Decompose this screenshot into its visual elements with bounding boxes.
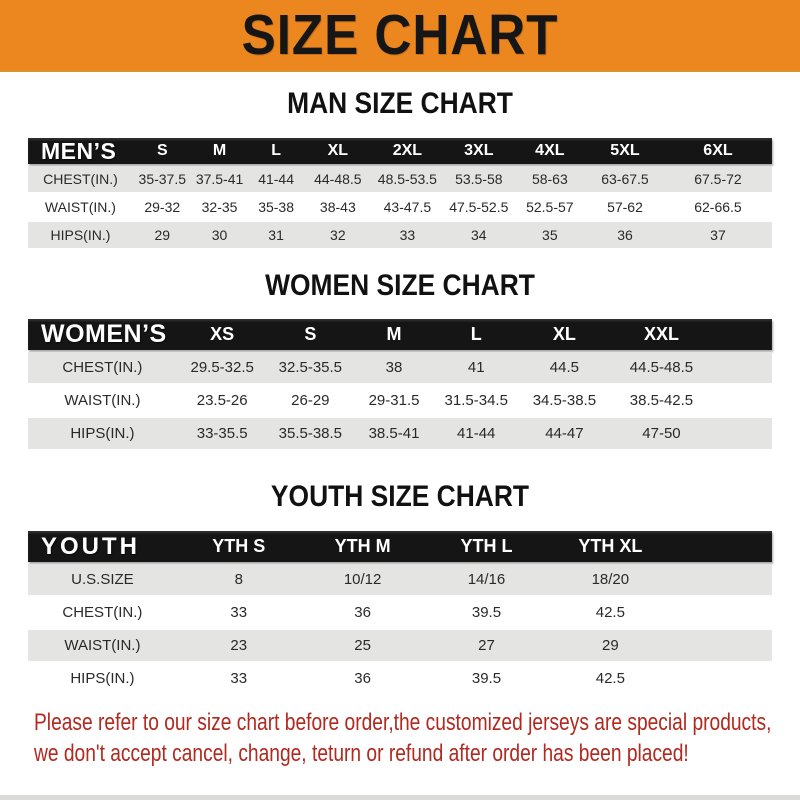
column-header-yth-l: YTH L xyxy=(460,536,513,556)
table-cell: 34.5-38.5 xyxy=(532,392,597,409)
footer-line-2: we don't accept cancel, change, teturn or refund after order has been placed! xyxy=(34,740,689,767)
table-corner-label: MEN’S xyxy=(41,137,117,164)
table-cell: 36 xyxy=(354,670,371,687)
column-header-5xl: 5XL xyxy=(610,142,640,159)
table-cell: 27 xyxy=(478,637,495,654)
table-cell: 23 xyxy=(230,637,248,654)
table-cell: 58-63 xyxy=(531,171,568,187)
column-header-yth-m: YTH M xyxy=(334,536,391,556)
table-row-chest-in xyxy=(28,352,772,383)
table-row-hips-in xyxy=(28,418,772,449)
women-size-table xyxy=(28,319,772,449)
table-cell: 41-44 xyxy=(258,171,294,187)
table-cell: 43-47.5 xyxy=(383,199,432,215)
table-cell: 25 xyxy=(354,637,371,654)
section-title-man: MAN SIZE CHART xyxy=(287,87,513,120)
column-header-yth-xl: YTH XL xyxy=(578,536,643,556)
footer-line-1: Please refer to our size chart before order,the customized jerseys are special products, xyxy=(34,709,772,736)
row-label: CHEST(IN.) xyxy=(62,359,143,376)
table-cell: 52.5-57 xyxy=(526,199,574,215)
table-cell: 35 xyxy=(542,227,558,243)
table-cell: 53.5-58 xyxy=(455,171,503,187)
column-header-xl: XL xyxy=(327,142,349,159)
table-cell: 41-44 xyxy=(457,425,496,442)
table-cell: 31 xyxy=(268,227,284,243)
table-cell: 38.5-42.5 xyxy=(629,392,694,409)
section-title-youth: YOUTH SIZE CHART xyxy=(270,480,530,513)
row-label: U.S.SIZE xyxy=(71,571,134,588)
youth-header-row xyxy=(28,531,772,562)
table-cell: 39.5 xyxy=(471,670,502,687)
table-cell: 29-31.5 xyxy=(368,392,420,409)
table-cell: 32.5-35.5 xyxy=(278,359,343,376)
table-cell: 18/20 xyxy=(591,571,630,588)
footer-note xyxy=(34,707,800,769)
table-cell: 35.5-38.5 xyxy=(278,425,343,442)
table-row-chest-in xyxy=(28,166,772,192)
row-label: HIPS(IN.) xyxy=(70,670,135,687)
table-row-waist-in xyxy=(28,630,772,661)
table-cell: 62-66.5 xyxy=(694,199,742,215)
row-label: CHEST(IN.) xyxy=(62,604,143,621)
row-label: WAIST(IN.) xyxy=(64,392,141,409)
column-header-s: S xyxy=(304,324,317,344)
table-cell: 31.5-34.5 xyxy=(444,392,508,409)
table-cell: 37 xyxy=(710,227,726,243)
table-cell: 8 xyxy=(234,571,243,588)
column-header-l: L xyxy=(470,324,482,344)
table-cell: 57-62 xyxy=(607,199,643,215)
row-label: HIPS(IN.) xyxy=(50,227,111,243)
row-label: WAIST(IN.) xyxy=(64,637,141,654)
table-cell: 44-48.5 xyxy=(314,171,362,187)
banner xyxy=(0,0,800,72)
table-cell: 23.5-26 xyxy=(196,392,248,409)
table-row-hips-in xyxy=(28,222,772,248)
column-header-s: S xyxy=(156,142,168,159)
table-cell: 33 xyxy=(230,670,248,687)
table-cell: 33-35.5 xyxy=(196,425,248,442)
table-cell: 67.5-72 xyxy=(694,171,742,187)
table-cell: 30 xyxy=(211,227,228,243)
table-cell: 38.5-41 xyxy=(368,425,420,442)
table-cell: 33 xyxy=(399,227,416,243)
table-cell: 42.5 xyxy=(595,670,625,687)
row-label: WAIST(IN.) xyxy=(44,199,116,215)
table-cell: 35-37.5 xyxy=(138,171,187,187)
table-cell: 47-50 xyxy=(642,425,681,442)
table-cell: 36 xyxy=(354,604,371,621)
row-label: HIPS(IN.) xyxy=(70,425,135,442)
column-header-xl: XL xyxy=(552,324,576,344)
table-cell: 38-43 xyxy=(319,199,356,215)
column-header-xxl: XXL xyxy=(643,324,679,344)
table-cell: 39.5 xyxy=(471,604,502,621)
row-label: CHEST(IN.) xyxy=(43,171,118,187)
table-cell: 14/16 xyxy=(467,571,506,588)
table-row-hips-in xyxy=(28,663,772,694)
column-header-2xl: 2XL xyxy=(392,142,423,159)
youth-size-table xyxy=(28,531,772,694)
table-cell: 44.5 xyxy=(549,359,579,376)
table-cell: 33 xyxy=(230,604,248,621)
table-cell: 44.5-48.5 xyxy=(629,359,694,376)
men-s-header-row xyxy=(28,138,772,164)
table-cell: 26-29 xyxy=(291,392,330,409)
table-cell: 29 xyxy=(602,637,619,654)
table-cell: 47.5-52.5 xyxy=(449,199,509,215)
column-header-yth-s: YTH S xyxy=(212,536,266,556)
table-row-waist-in xyxy=(28,194,772,220)
table-cell: 32-35 xyxy=(201,199,238,215)
table-row-u-s-size xyxy=(28,564,772,595)
column-header-m: M xyxy=(386,324,402,344)
table-cell: 29.5-32.5 xyxy=(190,359,254,376)
column-header-6xl: 6XL xyxy=(703,142,733,159)
column-header-4xl: 4XL xyxy=(535,142,565,159)
men-size-table xyxy=(28,138,772,248)
women-s-header-row xyxy=(28,319,772,350)
table-row-waist-in xyxy=(28,385,772,416)
table-cell: 29 xyxy=(154,227,171,243)
column-header-xs: XS xyxy=(210,324,235,344)
table-cell: 34 xyxy=(471,227,487,243)
table-cell: 48.5-53.5 xyxy=(377,171,437,187)
table-cell: 36 xyxy=(617,227,633,243)
table-row-chest-in xyxy=(28,597,772,628)
table-corner-label: YOUTH xyxy=(41,532,140,560)
table-cell: 32 xyxy=(330,227,346,243)
column-header-3xl: 3XL xyxy=(464,142,494,159)
table-corner-label: WOMEN’S xyxy=(41,320,167,348)
bottom-edge-strip xyxy=(0,795,800,800)
banner-title: SIZE CHART xyxy=(241,2,559,67)
table-cell: 41 xyxy=(467,359,485,376)
table-cell: 10/12 xyxy=(343,571,382,588)
table-cell: 35-38 xyxy=(258,199,294,215)
section-title-women: WOMEN SIZE CHART xyxy=(265,269,535,302)
table-cell: 44-47 xyxy=(545,425,584,442)
table-cell: 63-67.5 xyxy=(601,171,649,187)
table-cell: 37.5-41 xyxy=(195,171,244,187)
table-cell: 29-32 xyxy=(144,199,181,215)
table-cell: 42.5 xyxy=(595,604,625,621)
column-header-l: L xyxy=(271,142,281,159)
table-cell: 38 xyxy=(385,359,403,376)
column-header-m: M xyxy=(212,142,227,159)
